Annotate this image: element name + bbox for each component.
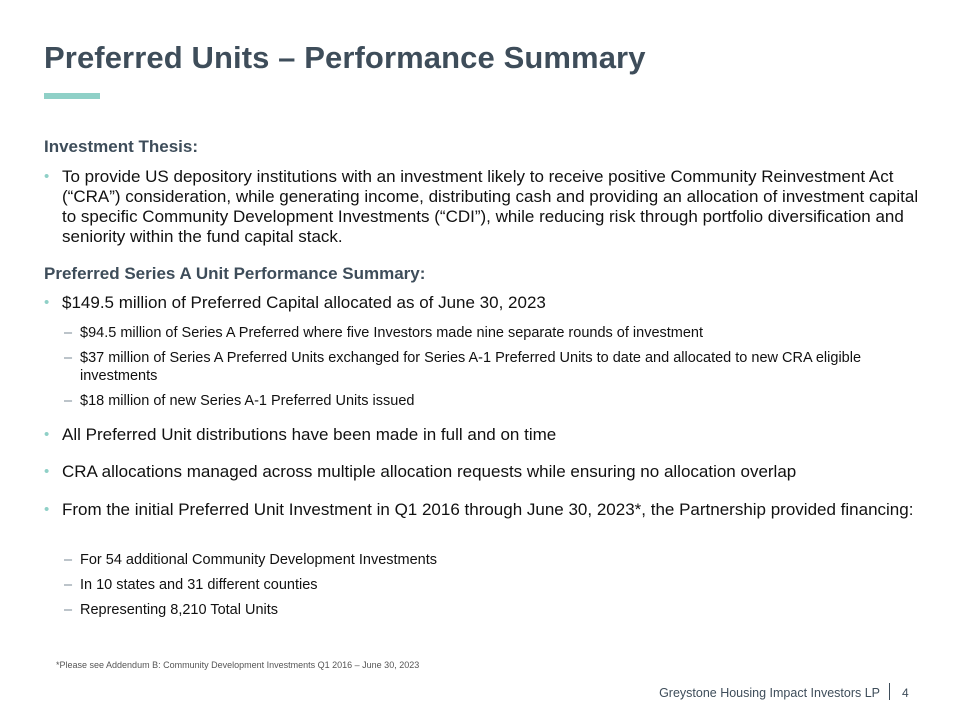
bullet-icon: • (44, 426, 50, 443)
sub-bullet-1-3-text: $18 million of new Series A-1 Preferred Units issued (80, 393, 415, 409)
performance-bullet-4 (44, 500, 924, 520)
performance-bullet-1 (44, 293, 924, 313)
title-accent-bar (44, 93, 100, 99)
bullet-icon: • (44, 501, 50, 518)
sub-bullet-4-1 (64, 551, 904, 569)
sub-bullet-1-2 (64, 349, 904, 385)
performance-summary-heading: Preferred Series A Unit Performance Summary: (44, 264, 426, 283)
investment-thesis-heading: Investment Thesis: (44, 137, 198, 156)
sub-bullet-1-1 (64, 324, 904, 342)
dash-icon: – (64, 393, 73, 409)
sub-bullet-4-2-text: In 10 states and 31 different counties (80, 577, 318, 593)
performance-bullet-3-text: CRA allocations managed across multiple allocation requests while ensuring no allocation overlap (62, 462, 797, 481)
sub-bullet-1-3 (64, 392, 904, 410)
sub-bullet-4-3-text: Representing 8,210 Total Units (80, 602, 279, 618)
bullet-icon: • (44, 463, 50, 480)
performance-bullet-4-text: From the initial Preferred Unit Investment in Q1 2016 through June 30, 2023*, the Partnership provided financing: (62, 500, 914, 519)
sub-bullet-1-2-text: $37 million of Series A Preferred Units exchanged for Series A-1 Preferred Units to date and allocated to new CRA eligible investments (80, 350, 862, 384)
performance-bullet-1-text: $149.5 million of Preferred Capital allocated as of June 30, 2023 (62, 293, 546, 312)
slide-title: Preferred Units – Performance Summary (44, 40, 646, 75)
performance-bullet-3 (44, 462, 924, 482)
dash-icon: – (64, 350, 73, 366)
dash-icon: – (64, 577, 73, 593)
sub-bullet-4-2 (64, 576, 904, 594)
page-number: 4 (902, 686, 909, 700)
sub-bullet-4-1-text: For 54 additional Community Development Investments (80, 552, 438, 568)
dash-icon: – (64, 552, 73, 568)
dash-icon: – (64, 325, 73, 341)
bullet-icon: • (44, 294, 50, 311)
bullet-icon: • (44, 168, 50, 185)
footer-separator (889, 683, 890, 700)
thesis-bullet (44, 167, 924, 247)
dash-icon: – (64, 602, 73, 618)
footer-company-name: Greystone Housing Impact Investors LP (659, 686, 880, 700)
footnote: *Please see Addendum B: Community Development Investments Q1 2016 – June 30, 2023 (56, 660, 420, 670)
sub-bullet-1-1-text: $94.5 million of Series A Preferred where five Investors made nine separate rounds of investment (80, 325, 704, 341)
performance-bullet-2 (44, 425, 924, 445)
thesis-bullet-text: To provide US depository institutions with an investment likely to receive positive Community Reinvestment Act (“CRA”) consideration, while generating income, distributing cash and providing an allocation of investment capital to specific Community Development Investments (“CDI”), while reducing risk through portfolio diversification and seniority within the fund capital stack. (62, 167, 919, 246)
performance-bullet-2-text: All Preferred Unit distributions have been made in full and on time (62, 425, 557, 444)
sub-bullet-4-3 (64, 601, 904, 619)
